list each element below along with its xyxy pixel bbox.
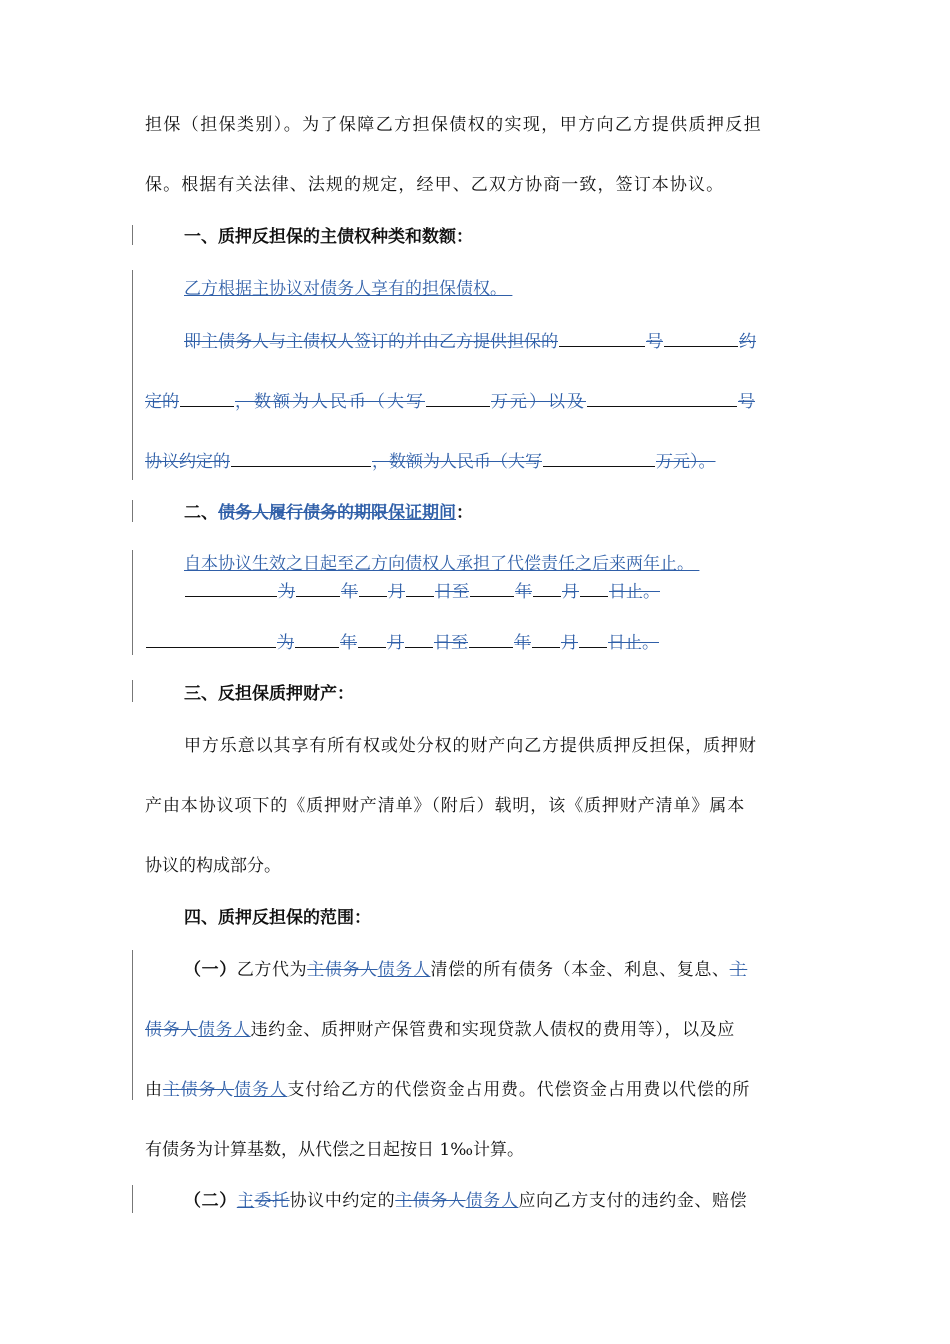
heading-text: 四、质押反担保的范围： [184,908,371,928]
section-heading [184,226,950,248]
text: 担保（担保类别）。为了保障乙方担保债权的实现，甲方向乙方提供质押反担 [145,115,763,135]
deleted-text: 委托 [254,1191,290,1211]
text: 有债务为计算基数，从代偿之日起按日 1‰计算。 [145,1140,525,1160]
deleted-text: 主 [729,960,748,980]
blank-field [470,580,514,597]
blank-field [180,390,234,407]
item-number: （一） [184,960,237,980]
deleted-text: 主债务人 [162,1080,235,1100]
blank-field [296,580,340,597]
deleted-text: 为 [277,633,294,653]
paragraph-line [145,1019,950,1041]
deleted-line [184,330,950,353]
deleted-text: 万元）以及 [491,392,586,412]
paragraph-line [145,855,950,877]
deleted-text: 月 [388,582,405,602]
text: 应向乙方支付的违约金、赔偿 [518,1191,748,1211]
deleted-line [145,631,950,654]
blank-field [533,580,561,597]
paragraph-line [184,735,950,757]
inserted-text: 债务人 [377,960,431,980]
deleted-line [145,390,950,413]
section-heading [184,502,950,524]
deleted-text: 日至 [434,633,468,653]
deleted-text: 号 [646,332,663,352]
deleted-text: ，数额为人民币（大写 [372,452,542,472]
blank-field [580,580,608,597]
blank-field [185,580,277,597]
deleted-text: 号 [738,392,755,412]
heading-suffix: ： [456,503,473,523]
revision-bar [132,680,133,702]
blank-field [543,450,655,467]
deleted-text: 年 [515,582,532,602]
deleted-text: 协议约定的 [145,452,230,472]
deleted-line [145,450,950,473]
deleted-text: 日至 [435,582,469,602]
deleted-text: 债务人 [145,1020,198,1040]
revision-bar [132,225,133,245]
deleted-text: 债务人履行债务的期限 [218,503,388,523]
blank-field [295,631,339,648]
deleted-text: 主债务人 [395,1191,466,1211]
paragraph-line [145,1079,950,1101]
blank-field [587,390,737,407]
text: 协议的构成部分。 [145,856,281,876]
paragraph-line [145,114,805,136]
inserted-text [507,279,512,299]
inserted-line [184,278,950,300]
section-heading [184,907,950,929]
paragraph-line [184,1190,950,1212]
blank-field [359,580,387,597]
inserted-text: 自本协议生效之日起至乙方向债权人承担了代偿责任之后来两年止。 [184,554,694,574]
deleted-line [184,580,950,603]
blank-field [231,450,371,467]
text: 由 [145,1080,163,1100]
deleted-text: 即主债务人与主债权人签订的并由乙方提供担保的 [184,332,558,352]
deleted-text: 月 [562,582,579,602]
paragraph-line [145,1139,950,1161]
deleted-text: 为 [278,582,295,602]
paragraph-line [145,174,950,196]
deleted-text: 月 [561,633,578,653]
blank-field [405,631,433,648]
inserted-text: 主 [236,1191,255,1211]
deleted-text: 年 [341,582,358,602]
blank-field [559,330,645,347]
blank-field [532,631,560,648]
text: 甲方乐意以其享有所有权或处分权的财产向乙方提供质押反担保，质押财 [184,736,757,756]
revision-bar [132,1185,133,1213]
deleted-text: 日止。 [608,633,659,653]
heading-text: 一、质押反担保的主债权种类和数额： [184,227,473,247]
deleted-text: 定的 [145,392,179,412]
blank-field [146,631,276,648]
blank-field [664,330,738,347]
heading-text: 三、反担保质押财产： [184,684,354,704]
blank-field [358,631,386,648]
inserted-text: 债务人 [465,1191,519,1211]
revision-bar [132,500,133,522]
paragraph-line [184,959,950,981]
blank-field [426,390,490,407]
deleted-text: 约 [739,332,756,352]
text: 产由本协议项下的《质押财产清单》（附后）载明，该《质押财产清单》属本 [145,796,746,816]
deleted-text: 日止。 [609,582,660,602]
item-number: （二） [184,1191,237,1211]
text: 协议中约定的 [289,1191,396,1211]
text: 保。根据有关法律、法规的规定，经甲、乙双方协商一致，签订本协议。 [145,175,725,195]
inserted-text: 乙方根据主协议对债务人享有的担保债权。 [184,279,507,299]
deleted-text: 主债务人 [307,960,378,980]
deleted-text: ，数额为人民币（大写 [235,392,425,412]
inserted-text: 债务人 [197,1020,251,1040]
inserted-text: 保证期间 [388,503,456,523]
deleted-text: 年 [340,633,357,653]
deleted-text: 年 [514,633,531,653]
text: 支付给乙方的代偿资金占用费。代偿资金占用费以代偿的所 [287,1080,751,1100]
revision-bar [132,550,133,655]
text: 违约金、质押财产保管费和实现贷款人债权的费用等），以及应 [250,1020,735,1040]
inserted-text [694,554,699,574]
text: 乙方代为 [236,960,308,980]
text: 清偿的所有债务（本金、利息、复息、 [430,960,730,980]
section-heading [184,683,950,705]
blank-field [469,631,513,648]
paragraph-line [145,795,950,817]
revision-bar [132,270,133,480]
blank-field [579,631,607,648]
blank-field [406,580,434,597]
revision-bar [132,950,133,1100]
inserted-line [184,553,950,575]
heading-prefix: 二、 [184,503,218,523]
deleted-text: 月 [387,633,404,653]
inserted-text: 债务人 [234,1080,288,1100]
deleted-text: 万元）。 [656,452,716,472]
